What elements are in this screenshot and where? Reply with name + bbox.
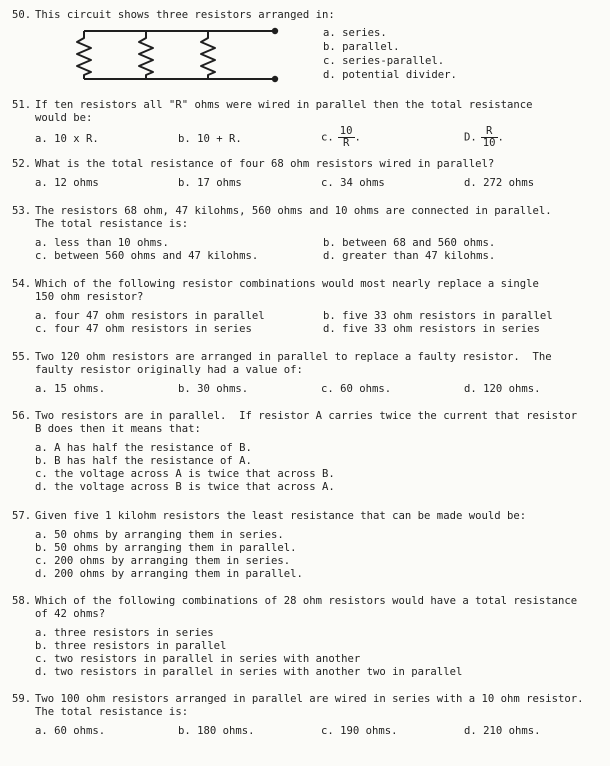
question-number: 57. xyxy=(12,510,32,522)
option-b: b. three resistors in parallel xyxy=(35,640,227,652)
question-52-options xyxy=(35,177,602,190)
option-b: b. 50 ohms by arranging them in parallel. xyxy=(35,542,297,554)
question-50-options xyxy=(323,27,457,83)
option-b: b. 180 ohms. xyxy=(178,725,255,737)
question-text: Which of the following resistor combinations would most nearly replace a single 150 ohm resistor? xyxy=(35,278,539,303)
option-c: c. $\frac{10}{R}$ . xyxy=(321,125,361,149)
option-c: c. 60 ohms. xyxy=(321,383,392,395)
question-number: 58. xyxy=(12,595,32,607)
question-text: The resistors 68 ohm, 47 kilohms, 560 ohms and 10 ohms are connected in parallel. The total resistance is: xyxy=(35,205,552,230)
option-d: d. 200 ohms by arranging them in parallel. xyxy=(35,568,303,580)
option-b: b. B has half the resistance of A. xyxy=(35,455,252,467)
question-55-options xyxy=(35,383,602,396)
option-d: d. 120 ohms. xyxy=(464,383,541,395)
question-text: Two resistors are in parallel. If resistor A carries twice the current that resistor B does then it means that: xyxy=(35,410,578,435)
option-b: b. between 68 and 560 ohms. xyxy=(323,237,496,249)
question-58 xyxy=(12,595,602,679)
option-a: a. 50 ohms by arranging them in series. xyxy=(35,529,284,541)
question-number: 52. xyxy=(12,158,32,170)
denominator: 10 xyxy=(482,137,496,149)
option-a: a. three resistors in series xyxy=(35,627,214,639)
option-a: a. A has half the resistance of B. xyxy=(35,442,252,454)
option-d: d. 272 ohms xyxy=(464,177,535,189)
question-number: 50. xyxy=(12,9,32,21)
option-d: d. two resistors in parallel in series with another two in parallel xyxy=(35,666,463,678)
denominator: R xyxy=(342,137,350,149)
question-text: Given five 1 kilohm resistors the least resistance that can be made would be: xyxy=(35,510,527,522)
option-c: c. 34 ohms xyxy=(321,177,385,189)
option-c: c. two resistors in parallel in series with another xyxy=(35,653,361,665)
option-b: b. five 33 ohm resistors in parallel xyxy=(323,310,553,322)
question-text: If ten resistors all "R" ohms were wired in parallel then the total resistance would be: xyxy=(35,99,533,124)
question-number: 56. xyxy=(12,410,32,422)
question-52 xyxy=(12,158,602,190)
option-c: c. 200 ohms by arranging them in series. xyxy=(35,555,291,567)
option-c: c. 190 ohms. xyxy=(321,725,398,737)
option-c: c. the voltage across A is twice that across B. xyxy=(35,468,335,480)
option-d: d. five 33 ohm resistors in series xyxy=(323,323,540,335)
question-54 xyxy=(12,278,602,336)
fraction-r-over-10 xyxy=(481,126,498,149)
question-56 xyxy=(12,410,602,494)
option-d: d. the voltage across B is twice that across A. xyxy=(35,481,335,493)
question-text: Two 100 ohm resistors arranged in parallel are wired in series with a 10 ohm resistor. The total resistance is: xyxy=(35,693,584,718)
question-text: What is the total resistance of four 68 ohm resistors wired in parallel? xyxy=(35,158,495,170)
option-b: b. parallel. xyxy=(323,41,400,53)
option-a: a. 15 ohms. xyxy=(35,383,106,395)
question-number: 59. xyxy=(12,693,32,705)
option-b: b. 10 + R. xyxy=(178,133,242,145)
question-59 xyxy=(12,693,602,738)
option-b: b. 30 ohms. xyxy=(178,383,249,395)
option-a: a. series. xyxy=(323,27,387,39)
option-a: a. four 47 ohm resistors in parallel xyxy=(35,310,265,322)
option-c-prefix: c. xyxy=(321,131,334,144)
option-a: a. less than 10 ohms. xyxy=(35,237,169,249)
question-53 xyxy=(12,205,602,263)
question-number: 51. xyxy=(12,99,32,111)
option-d: d. greater than 47 kilohms. xyxy=(323,250,496,262)
option-c: c. between 560 ohms and 47 kilohms. xyxy=(35,250,259,262)
question-57 xyxy=(12,510,602,581)
question-text: Which of the following combinations of 28 ohm resistors would have a total resistance of 42 ohms? xyxy=(35,595,578,620)
option-b: b. 17 ohms xyxy=(178,177,242,189)
option-c: c. series-parallel. xyxy=(323,55,445,67)
numerator: R xyxy=(481,126,498,138)
option-a: a. 12 ohms xyxy=(35,177,99,189)
option-a: a. 60 ohms. xyxy=(35,725,106,737)
question-number: 55. xyxy=(12,351,32,363)
question-50 xyxy=(12,9,602,22)
question-text: Two 120 ohm resistors are arranged in parallel to replace a faulty resistor. The faulty resistor originally had a value of: xyxy=(35,351,552,376)
option-d: d. 210 ohms. xyxy=(464,725,541,737)
question-57-options xyxy=(35,529,602,581)
question-53-options xyxy=(35,237,602,263)
question-55 xyxy=(12,351,602,396)
question-number: 54. xyxy=(12,278,32,290)
question-59-options xyxy=(35,725,602,738)
option-d-prefix: D. xyxy=(464,131,477,144)
question-58-options xyxy=(35,627,602,679)
question-54-options xyxy=(35,310,602,336)
parallel-resistor-circuit-diagram xyxy=(73,23,283,85)
option-c: c. four 47 ohm resistors in series xyxy=(35,323,252,335)
question-number: 53. xyxy=(12,205,32,217)
option-a: a. 10 x R. xyxy=(35,133,99,145)
question-56-options xyxy=(35,442,602,494)
question-text: This circuit shows three resistors arranged in: xyxy=(35,9,335,21)
fraction-10-over-r xyxy=(338,126,355,149)
question-51 xyxy=(12,99,602,149)
numerator: 10 xyxy=(339,125,353,137)
option-d: d. potential divider. xyxy=(323,69,457,81)
option-d: D. $\frac{R}{10}$ . xyxy=(464,125,504,149)
question-51-options xyxy=(35,126,602,149)
